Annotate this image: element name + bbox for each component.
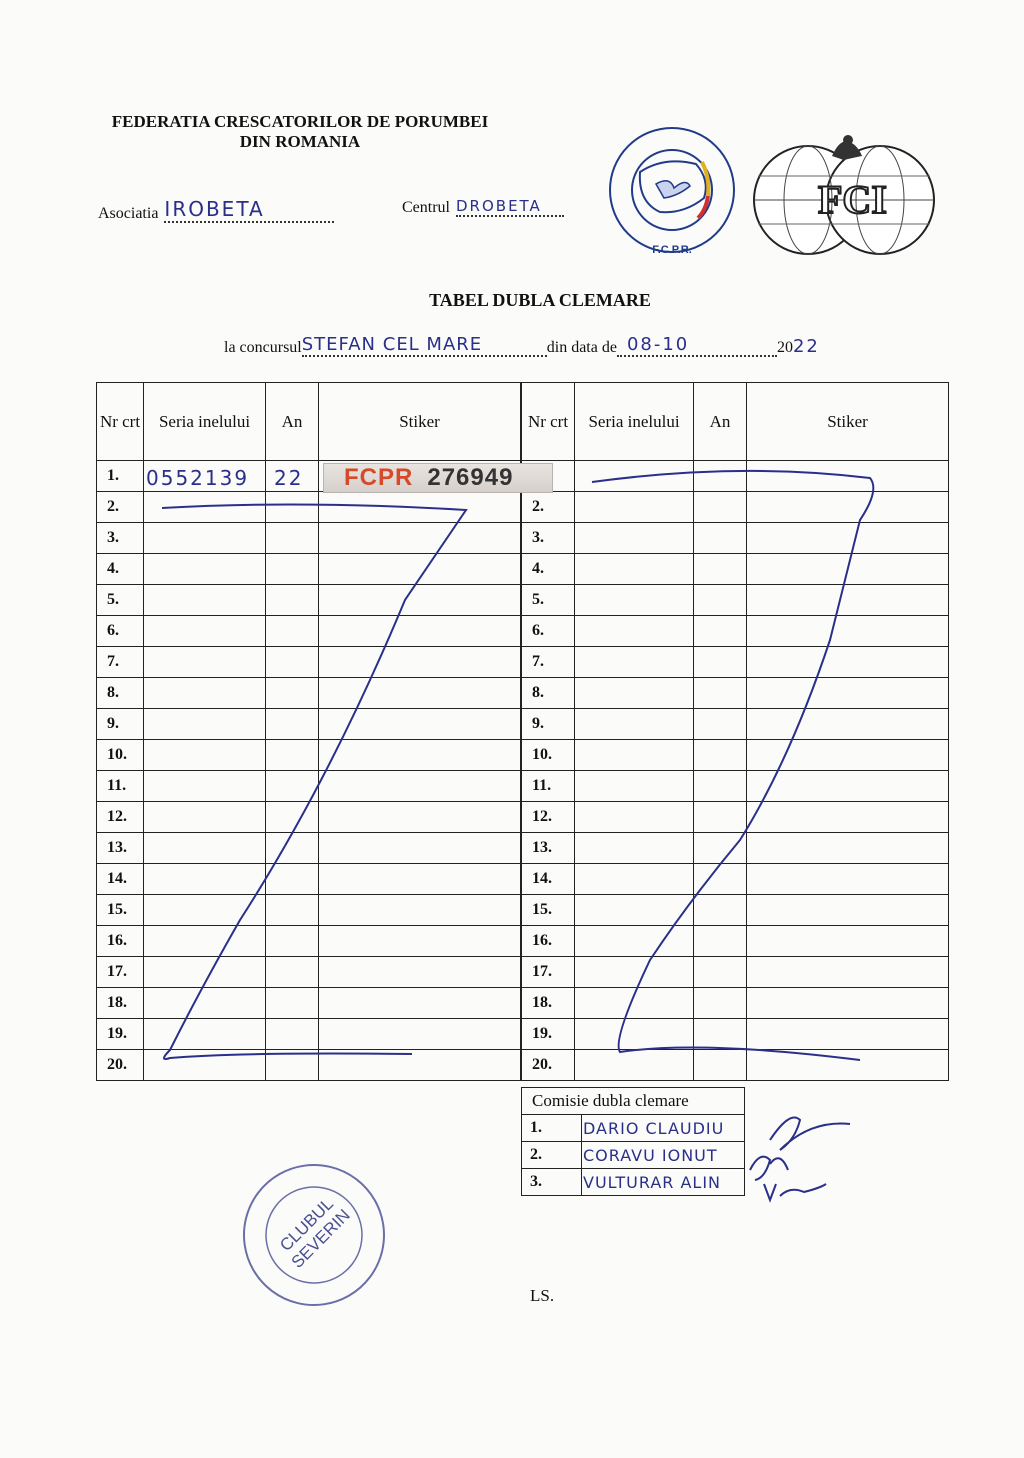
sticker-number: 276949	[427, 464, 514, 491]
entry-an: 22	[274, 466, 304, 490]
commission-name-3: VULTURAR ALIN	[582, 1169, 745, 1196]
concurs-label: la concursul	[224, 339, 302, 356]
ls-label: LS.	[530, 1286, 555, 1305]
left-cell-nr: 16.	[97, 926, 144, 957]
left-cell-nr: 17.	[97, 957, 144, 988]
left-cell-nr: 20.	[97, 1050, 144, 1081]
left-cell-nr: 3.	[97, 523, 144, 554]
right-cell-nr: 5.	[522, 585, 575, 616]
centrul-value: DROBETA	[456, 197, 564, 217]
right-col-nr: Nr crt	[522, 383, 575, 461]
left-cell-nr: 18.	[97, 988, 144, 1019]
concurs-value: STEFAN CEL MARE	[302, 334, 547, 357]
right-cell-nr: 14.	[522, 864, 575, 895]
right-col-seria: Seria inelului	[575, 383, 694, 461]
form-title: TABEL DUBLA CLEMARE	[429, 290, 651, 310]
commission-nr-3: 3.	[522, 1169, 582, 1196]
federation-line-1: FEDERATIA CRESCATORILOR DE PORUMBEI	[111, 112, 489, 131]
right-cell-nr: 16.	[522, 926, 575, 957]
commission-nr-1: 1.	[522, 1115, 582, 1142]
left-cell-nr: 11.	[97, 771, 144, 802]
date-value: 08-10	[617, 334, 777, 357]
left-cell-nr: 7.	[97, 647, 144, 678]
commission-table	[521, 1087, 745, 1196]
year-value: 22	[792, 336, 820, 357]
right-cell-nr: 4.	[522, 554, 575, 585]
left-cell-nr: 9.	[97, 709, 144, 740]
sticker-prefix: FCPR	[344, 464, 414, 491]
right-col-an: An	[694, 383, 747, 461]
left-cell-nr: 4.	[97, 554, 144, 585]
right-cell-nr: 15.	[522, 895, 575, 926]
right-cell-nr: 6.	[522, 616, 575, 647]
left-cell-nr: 2.	[97, 492, 144, 523]
fci-label: FCI	[818, 177, 887, 222]
right-cell-nr: 9.	[522, 709, 575, 740]
asociatia-label: Asociatia	[98, 205, 159, 222]
left-cell-nr: 8.	[97, 678, 144, 709]
left-cell-nr: 10.	[97, 740, 144, 771]
left-col-nr: Nr crt	[97, 383, 144, 461]
left-col-an: An	[266, 383, 319, 461]
right-col-stiker: Stiker	[747, 383, 949, 461]
left-cell-nr: 6.	[97, 616, 144, 647]
right-cell-nr: 18.	[522, 988, 575, 1019]
right-cell-nr: 20.	[522, 1050, 575, 1081]
commission-name-1: DARIO CLAUDIU	[582, 1115, 745, 1142]
right-cell-nr: 11.	[522, 771, 575, 802]
right-cell-nr: 19.	[522, 1019, 575, 1050]
left-cell-nr: 1.	[97, 461, 144, 492]
commission-name-2: CORAVU IONUT	[582, 1142, 745, 1169]
right-cell-nr: 7.	[522, 647, 575, 678]
left-cell-nr: 13.	[97, 833, 144, 864]
left-cell-nr: 14.	[97, 864, 144, 895]
date-label: din data de	[546, 339, 617, 356]
right-cell-nr: 10.	[522, 740, 575, 771]
fcpr-short-label: F.C.P.R.	[652, 244, 692, 256]
entry-seria: 0552139	[146, 466, 250, 490]
right-cell-nr: 3.	[522, 523, 575, 554]
left-cell-nr: 19.	[97, 1019, 144, 1050]
commission-nr-2: 2.	[522, 1142, 582, 1169]
left-cell-nr: 15.	[97, 895, 144, 926]
left-cell-nr: 12.	[97, 802, 144, 833]
club-stamp	[236, 1160, 392, 1310]
commission-title: Comisie dubla clemare	[522, 1088, 745, 1115]
left-col-stiker: Stiker	[319, 383, 521, 461]
right-cell-nr: 12.	[522, 802, 575, 833]
right-cell-nr: 13.	[522, 833, 575, 864]
asociatia-value: IROBETA	[164, 197, 334, 223]
stamp-center-text: CLUBUL SEVERIN	[276, 1194, 354, 1272]
right-cell-nr: 2.	[522, 492, 575, 523]
year-prefix: 20	[776, 339, 793, 356]
centrul-label: Centrul	[402, 199, 450, 216]
left-col-seria: Seria inelului	[144, 383, 266, 461]
left-cell-nr: 5.	[97, 585, 144, 616]
right-cell-nr: 8.	[522, 678, 575, 709]
federation-line-2: DIN ROMANIA	[239, 132, 361, 151]
right-cell-nr: 17.	[522, 957, 575, 988]
signatures	[740, 1100, 860, 1210]
